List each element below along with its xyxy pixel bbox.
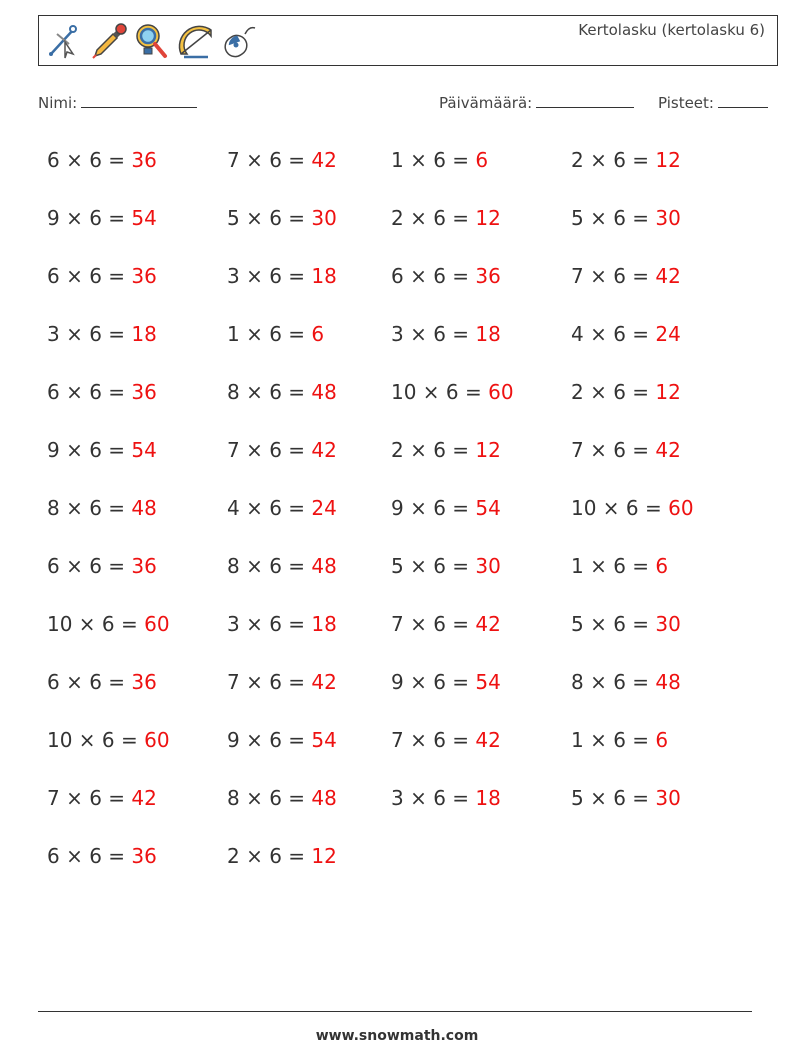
problem-item	[391, 670, 501, 694]
problem-question: 3 × 6 =	[47, 322, 132, 346]
problem-item	[227, 844, 337, 868]
date-label: Päivämäärä:	[439, 94, 533, 112]
problem-item	[391, 438, 501, 462]
problem-item	[47, 786, 157, 810]
problem-answer: 30	[655, 612, 681, 636]
problem-question: 7 × 6 =	[571, 438, 656, 462]
problem-question: 2 × 6 =	[571, 380, 656, 404]
problem-answer: 30	[311, 206, 337, 230]
problem-question: 6 × 6 =	[47, 148, 132, 172]
problem-question: 7 × 6 =	[227, 438, 312, 462]
problem-item	[227, 380, 337, 404]
problem-question: 9 × 6 =	[47, 206, 132, 230]
problem-item	[571, 322, 681, 346]
problem-question: 7 × 6 =	[47, 786, 132, 810]
problem-answer: 42	[655, 264, 681, 288]
worksheet-title: Kertolasku (kertolasku 6)	[578, 21, 765, 39]
problem-item	[571, 728, 668, 752]
problem-answer: 12	[475, 438, 501, 462]
problem-answer: 54	[475, 670, 501, 694]
problem-item	[391, 380, 514, 404]
problem-item	[47, 844, 157, 868]
problem-question: 6 × 6 =	[47, 554, 132, 578]
problem-answer: 60	[488, 380, 514, 404]
problem-item	[47, 206, 157, 230]
problem-answer: 48	[655, 670, 681, 694]
problem-item	[391, 786, 501, 810]
problem-question: 4 × 6 =	[227, 496, 312, 520]
footer-divider	[38, 1011, 752, 1012]
problem-answer: 36	[131, 148, 157, 172]
problem-item	[227, 728, 337, 752]
problem-item	[47, 728, 170, 752]
problem-answer: 42	[311, 670, 337, 694]
problem-item	[571, 264, 681, 288]
problem-question: 10 × 6 =	[391, 380, 489, 404]
problem-answer: 36	[131, 264, 157, 288]
problem-answer: 30	[655, 786, 681, 810]
problem-question: 5 × 6 =	[227, 206, 312, 230]
problem-answer: 36	[475, 264, 501, 288]
problem-question: 7 × 6 =	[391, 612, 476, 636]
problem-question: 2 × 6 =	[227, 844, 312, 868]
problem-item	[571, 612, 681, 636]
problem-answer: 54	[311, 728, 337, 752]
problem-question: 3 × 6 =	[227, 264, 312, 288]
problem-item	[227, 496, 337, 520]
problem-question: 5 × 6 =	[571, 612, 656, 636]
problem-item	[227, 264, 337, 288]
problem-question: 1 × 6 =	[571, 554, 656, 578]
problem-item	[391, 612, 501, 636]
problem-question: 9 × 6 =	[391, 496, 476, 520]
problem-item	[391, 148, 488, 172]
score-label: Pisteet:	[658, 94, 714, 112]
problem-answer: 30	[655, 206, 681, 230]
problem-item	[571, 206, 681, 230]
problem-item	[227, 322, 324, 346]
problem-question: 3 × 6 =	[227, 612, 312, 636]
problem-answer: 36	[131, 670, 157, 694]
problem-item	[47, 264, 157, 288]
problem-question: 3 × 6 =	[391, 786, 476, 810]
problem-answer: 18	[475, 322, 501, 346]
problem-answer: 18	[311, 264, 337, 288]
problem-item	[571, 148, 681, 172]
problem-item	[47, 670, 157, 694]
problem-item	[571, 670, 681, 694]
problem-question: 4 × 6 =	[571, 322, 656, 346]
problem-question: 6 × 6 =	[47, 264, 132, 288]
problem-question: 8 × 6 =	[227, 786, 312, 810]
problem-answer: 42	[655, 438, 681, 462]
problem-item	[47, 148, 157, 172]
problem-question: 9 × 6 =	[47, 438, 132, 462]
problem-answer: 12	[475, 206, 501, 230]
problem-answer: 12	[655, 148, 681, 172]
problem-question: 10 × 6 =	[571, 496, 669, 520]
problem-question: 9 × 6 =	[391, 670, 476, 694]
problem-question: 8 × 6 =	[47, 496, 132, 520]
problem-answer: 6	[311, 322, 325, 346]
problem-item	[47, 380, 157, 404]
problem-answer: 6	[475, 148, 489, 172]
problem-answer: 42	[311, 148, 337, 172]
problem-question: 7 × 6 =	[227, 670, 312, 694]
problem-item	[391, 728, 501, 752]
problem-question: 1 × 6 =	[391, 148, 476, 172]
problem-answer: 42	[475, 612, 501, 636]
problem-question: 7 × 6 =	[571, 264, 656, 288]
problem-question: 2 × 6 =	[571, 148, 656, 172]
problem-item	[391, 264, 501, 288]
problem-answer: 42	[475, 728, 501, 752]
problem-item	[227, 206, 337, 230]
problem-question: 7 × 6 =	[227, 148, 312, 172]
footer-url: www.snowmath.com	[315, 1028, 479, 1044]
problem-answer: 36	[131, 844, 157, 868]
problem-question: 7 × 6 =	[391, 728, 476, 752]
problem-question: 6 × 6 =	[391, 264, 476, 288]
problem-item	[227, 670, 337, 694]
problem-item	[47, 496, 157, 520]
problem-question: 5 × 6 =	[571, 206, 656, 230]
problem-answer: 36	[131, 554, 157, 578]
name-label: Nimi:	[38, 94, 78, 112]
problem-question: 5 × 6 =	[571, 786, 656, 810]
problem-question: 5 × 6 =	[391, 554, 476, 578]
problem-question: 3 × 6 =	[391, 322, 476, 346]
problem-answer: 54	[131, 206, 157, 230]
problem-item	[571, 496, 694, 520]
problem-question: 8 × 6 =	[571, 670, 656, 694]
problem-question: 2 × 6 =	[391, 206, 476, 230]
problem-question: 6 × 6 =	[47, 670, 132, 694]
problem-answer: 60	[144, 612, 170, 636]
problem-item	[391, 206, 501, 230]
problem-item	[227, 786, 337, 810]
problem-answer: 48	[131, 496, 157, 520]
problem-item	[227, 148, 337, 172]
problem-answer: 12	[655, 380, 681, 404]
problem-item	[571, 438, 681, 462]
problem-question: 9 × 6 =	[227, 728, 312, 752]
problem-question: 8 × 6 =	[227, 380, 312, 404]
problem-answer: 36	[131, 380, 157, 404]
problem-item	[227, 554, 337, 578]
problem-answer: 12	[311, 844, 337, 868]
problem-item	[47, 554, 157, 578]
problem-answer: 18	[475, 786, 501, 810]
problem-answer: 42	[311, 438, 337, 462]
problem-item	[47, 322, 157, 346]
problem-item	[47, 438, 157, 462]
problem-question: 6 × 6 =	[47, 380, 132, 404]
problem-answer: 60	[668, 496, 694, 520]
problem-answer: 48	[311, 786, 337, 810]
problem-item	[227, 438, 337, 462]
problem-item	[391, 322, 501, 346]
problem-answer: 54	[475, 496, 501, 520]
problem-answer: 24	[655, 322, 681, 346]
problem-answer: 48	[311, 380, 337, 404]
problem-answer: 6	[655, 728, 669, 752]
problem-question: 8 × 6 =	[227, 554, 312, 578]
problem-item	[47, 612, 170, 636]
problem-answer: 30	[475, 554, 501, 578]
problem-item	[391, 496, 501, 520]
problem-answer: 18	[311, 612, 337, 636]
problem-item	[227, 612, 337, 636]
problem-question: 1 × 6 =	[571, 728, 656, 752]
problem-item	[571, 380, 681, 404]
problem-answer: 24	[311, 496, 337, 520]
problem-answer: 42	[131, 786, 157, 810]
problem-question: 10 × 6 =	[47, 612, 145, 636]
problem-answer: 54	[131, 438, 157, 462]
problem-item	[391, 554, 501, 578]
problem-question: 1 × 6 =	[227, 322, 312, 346]
problem-item	[571, 554, 668, 578]
problem-question: 6 × 6 =	[47, 844, 132, 868]
problem-answer: 60	[144, 728, 170, 752]
problem-question: 10 × 6 =	[47, 728, 145, 752]
problem-answer: 6	[655, 554, 669, 578]
problem-answer: 18	[131, 322, 157, 346]
problem-answer: 48	[311, 554, 337, 578]
problem-item	[571, 786, 681, 810]
problem-question: 2 × 6 =	[391, 438, 476, 462]
